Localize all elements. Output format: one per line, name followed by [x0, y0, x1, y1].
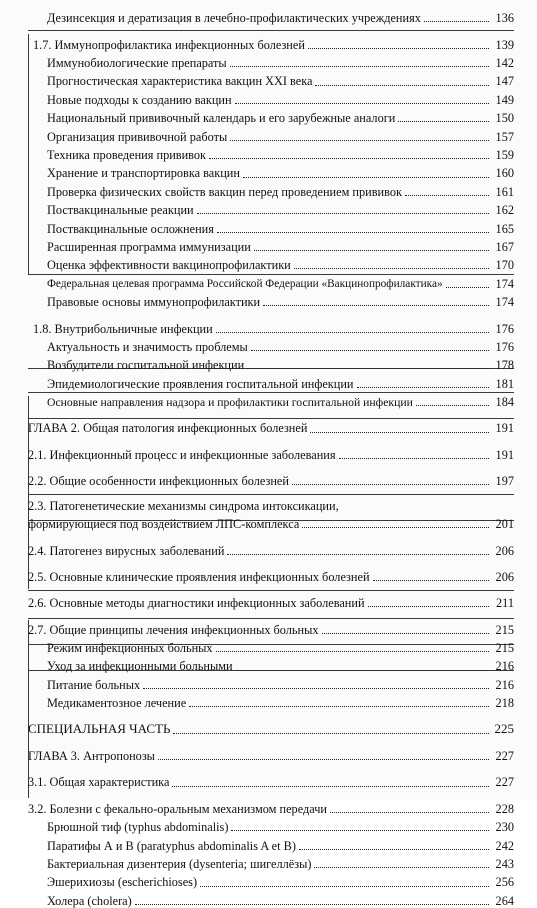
toc-page-number: 191	[495, 447, 514, 462]
toc-leader-dots	[173, 732, 489, 734]
toc-entry-title: 3.2. Болезни с фекально-оральным механизмом передачи	[28, 801, 327, 816]
toc-entry	[28, 674, 514, 692]
toc-leader-dots	[330, 811, 489, 813]
toc-leader-dots	[197, 212, 489, 214]
toc-page-number: 150	[495, 111, 514, 126]
toc-entry	[28, 890, 514, 908]
toc-entry-title: Возбудители госпитальной инфекции	[47, 358, 245, 373]
toc-leader-dots	[143, 687, 489, 689]
toc-entry-title: Режим инфекционных больных	[47, 641, 213, 656]
toc-page-number: 211	[496, 596, 514, 611]
toc-page-number: 216	[495, 677, 514, 692]
toc-entry	[28, 834, 514, 852]
toc-leader-dots	[314, 866, 489, 868]
toc-entry-title: Питание больных	[47, 677, 141, 692]
toc-entry	[28, 566, 514, 584]
toc-page-number: 184	[495, 395, 514, 410]
toc-entry	[28, 391, 514, 409]
toc-entry-title: 2.3. Патогенетические механизмы синдрома интоксикации,	[28, 498, 339, 513]
toc-entry-title: Хранение и транспортировка вакцин	[47, 166, 240, 181]
toc-leader-dots	[217, 231, 489, 233]
toc-page-number: 227	[495, 749, 514, 764]
toc-leader-dots	[172, 785, 489, 787]
toc-page-number: 256	[495, 875, 514, 890]
toc-leader-dots	[231, 829, 489, 831]
toc-leader-dots	[227, 553, 489, 555]
toc-page-number: 174	[495, 295, 514, 310]
toc-entry-title: Холера (cholera)	[47, 893, 132, 908]
toc-leader-dots	[299, 848, 489, 850]
toc-leader-dots	[230, 139, 489, 141]
toc-entry-title: Брюшной тиф (typhus abdominalis)	[47, 820, 229, 835]
toc-page-number: 216	[495, 659, 514, 674]
toc-entry-title: Организация прививочной работы	[47, 129, 228, 144]
toc-entry	[28, 637, 514, 655]
toc-entry	[28, 718, 514, 736]
toc-page-number: 227	[495, 775, 514, 790]
toc-entry-title: Прогностическая характеристика вакцин XXI века	[47, 74, 313, 89]
toc-page-number: 264	[495, 893, 514, 908]
toc-entry-title: 1.8. Внутрибольничные инфекции	[33, 321, 213, 336]
toc-page-number: 206	[495, 569, 514, 584]
toc-entry	[28, 354, 514, 372]
toc-entry	[28, 655, 514, 673]
toc-leader-dots	[292, 483, 489, 485]
toc-entry-title: Медикаментозное лечение	[47, 696, 187, 711]
toc-leader-dots	[339, 457, 489, 459]
toc-entry-title: Поствакцинальные осложнения	[47, 221, 214, 236]
toc-entry	[28, 336, 514, 354]
toc-page-number: 206	[495, 543, 514, 558]
toc-leader-dots	[216, 331, 489, 333]
toc-entry-title: Федеральная целевая программа Российской Федерации «Вакцинопрофилактика»	[47, 277, 443, 290]
toc-page-number: 170	[495, 258, 514, 273]
toc-entry-title: Дезинсекция и дератизация в лечебно-профилактических учреждениях	[47, 11, 421, 26]
toc-leader-dots	[243, 176, 489, 178]
toc-page-number: 218	[495, 696, 514, 711]
toc-entry	[28, 771, 514, 789]
toc-page-number: 142	[495, 56, 514, 71]
toc-leader-dots	[398, 120, 489, 122]
toc-leader-dots	[405, 194, 489, 196]
toc-entry	[28, 33, 514, 51]
toc-page-number: 201	[495, 517, 514, 532]
toc-leader-dots	[189, 705, 489, 707]
toc-page-number: 215	[495, 641, 514, 656]
toc-page-number: 230	[495, 820, 514, 835]
toc-page-number: 165	[495, 221, 514, 236]
toc-leader-dots	[235, 102, 489, 104]
toc-entry-title: Техника проведения прививок	[47, 147, 207, 162]
toc-entry	[28, 144, 514, 162]
toc-entry-title: Эшерихиозы (escherichioses)	[47, 875, 198, 890]
toc-leader-dots	[357, 386, 489, 388]
toc-leader-dots	[310, 431, 489, 433]
toc-entry-title: Иммунобиологические препараты	[47, 56, 227, 71]
toc-leader-dots	[247, 367, 489, 369]
toc-entry-title: формирующиеся под воздействием ЛПС-комплекса	[28, 517, 300, 532]
toc-entry	[28, 199, 514, 217]
toc-leader-dots	[368, 605, 489, 607]
toc-entry-title: Уход за инфекционными больными	[47, 659, 233, 674]
toc-leader-dots	[251, 349, 489, 351]
toc-leader-dots	[308, 47, 489, 49]
toc-entry	[28, 513, 514, 531]
toc-entry-title: ГЛАВА 2. Общая патология инфекционных болезней	[28, 421, 308, 436]
toc-page-number: 174	[495, 276, 514, 291]
toc-entry-title: Проверка физических свойств вакцин перед проведением прививок	[47, 184, 402, 199]
toc-page-number: 191	[495, 421, 514, 436]
toc-entry-title: 2.7. Общие принципы лечения инфекционных больных	[28, 622, 319, 637]
toc-entry	[28, 7, 514, 25]
toc-entry-title: Новые подходы к созданию вакцин	[47, 92, 232, 107]
toc-leader-dots	[230, 65, 489, 67]
toc-entry	[28, 272, 514, 290]
toc-entry-title: Оценка эффективности вакцинопрофилактики	[47, 258, 291, 273]
toc-entry-title: Бактериальная дизентерия (dysenteria; шигеллёзы)	[47, 856, 312, 871]
toc-entry-title: Актуальность и значимость проблемы	[47, 339, 248, 354]
toc-entry	[28, 417, 514, 435]
toc-entry	[28, 496, 514, 513]
toc-entry	[28, 107, 514, 125]
toc-entry	[28, 853, 514, 871]
toc-leader-dots	[254, 249, 489, 251]
toc-entry	[28, 291, 514, 309]
toc-entry	[28, 444, 514, 462]
toc-entry	[28, 125, 514, 143]
toc-leader-dots	[322, 632, 489, 634]
toc-entry	[28, 52, 514, 70]
toc-entry	[28, 539, 514, 557]
toc-leader-dots	[446, 286, 489, 288]
toc-leader-dots	[294, 267, 489, 269]
toc-leader-dots	[263, 304, 489, 306]
toc-page-number: 147	[495, 74, 514, 89]
toc-page-number: 181	[495, 376, 514, 391]
toc-entry-title: Поствакцинальные реакции	[47, 203, 194, 218]
toc-entry	[28, 254, 514, 272]
toc-leader-dots	[216, 650, 489, 652]
toc-entry-title: Национальный прививочный календарь и его зарубежные аналоги	[47, 111, 396, 126]
toc-entry	[28, 89, 514, 107]
toc-page-number: 136	[495, 11, 514, 26]
toc-page-number: 176	[495, 321, 514, 336]
toc-entry	[28, 692, 514, 710]
toc-entry-title: 2.6. Основные методы диагностики инфекционных заболеваний	[28, 596, 365, 611]
toc-leader-dots	[236, 669, 489, 671]
toc-entry-title: 3.1. Общая характеристика	[28, 775, 170, 790]
toc-page-number: 243	[495, 856, 514, 871]
toc-entry	[28, 162, 514, 180]
toc-page-number: 161	[495, 184, 514, 199]
toc-entry-title: Основные направления надзора и профилактики госпитальной инфекции	[47, 395, 413, 409]
toc-entry	[28, 592, 514, 610]
toc-leader-dots	[416, 404, 489, 406]
toc-entry	[28, 372, 514, 390]
toc-leader-dots	[135, 903, 489, 905]
toc-entry	[28, 181, 514, 199]
toc-entry-title: ГЛАВА 3. Антропонозы	[28, 749, 155, 764]
toc-leader-dots	[200, 885, 489, 887]
toc-page-number: 159	[495, 147, 514, 162]
toc-entry	[28, 317, 514, 335]
toc-leader-dots	[158, 758, 489, 760]
toc-page-number: 228	[495, 801, 514, 816]
toc-page-number: 178	[495, 358, 514, 373]
toc-entry	[28, 816, 514, 834]
toc-leader-dots	[373, 579, 489, 581]
toc-entry-title: 2.1. Инфекционный процесс и инфекционные заболевания	[28, 447, 336, 462]
toc-page-number: 197	[495, 474, 514, 489]
toc-entry	[28, 871, 514, 889]
toc-page-number: 162	[495, 203, 514, 218]
toc-entry	[28, 70, 514, 88]
toc-page-number: 167	[495, 239, 514, 254]
toc-entry	[28, 236, 514, 254]
toc-entry	[28, 470, 514, 488]
toc-entry-title: СПЕЦИАЛЬНАЯ ЧАСТЬ	[28, 721, 171, 736]
toc-entry	[28, 217, 514, 235]
table-of-contents	[28, 7, 514, 908]
toc-entry-title: Эпидемиологические проявления госпитальной инфекции	[47, 376, 354, 391]
toc-page-number: 176	[495, 339, 514, 354]
toc-entry	[28, 798, 514, 816]
toc-entry-title: Паратифы А и В (paratyphus abdominalis A et B)	[47, 838, 296, 853]
toc-entry	[28, 618, 514, 636]
toc-leader-dots	[209, 157, 489, 159]
toc-entry-title: 2.5. Основные клинические проявления инфекционных болезней	[28, 569, 370, 584]
toc-leader-dots	[424, 20, 489, 22]
toc-entry-title: 2.4. Патогенез вирусных заболеваний	[28, 543, 225, 558]
toc-page-number: 157	[495, 129, 514, 144]
toc-page-number: 215	[495, 622, 514, 637]
toc-entry-title: 2.2. Общие особенности инфекционных болезней	[28, 474, 289, 489]
toc-page-number: 139	[495, 37, 514, 52]
toc-leader-dots	[315, 84, 489, 86]
toc-entry-title: Расширенная программа иммунизации	[47, 239, 251, 254]
toc-page-number: 160	[495, 166, 514, 181]
toc-entry-title: Правовые основы иммунопрофилактики	[47, 295, 261, 310]
toc-leader-dots	[302, 526, 489, 528]
toc-entry	[28, 745, 514, 763]
toc-entry-title: 1.7. Иммунопрофилактика инфекционных болезней	[33, 37, 305, 52]
toc-page-number: 242	[495, 838, 514, 853]
toc-page-number: 225	[494, 720, 514, 736]
toc-page-number: 149	[495, 92, 514, 107]
